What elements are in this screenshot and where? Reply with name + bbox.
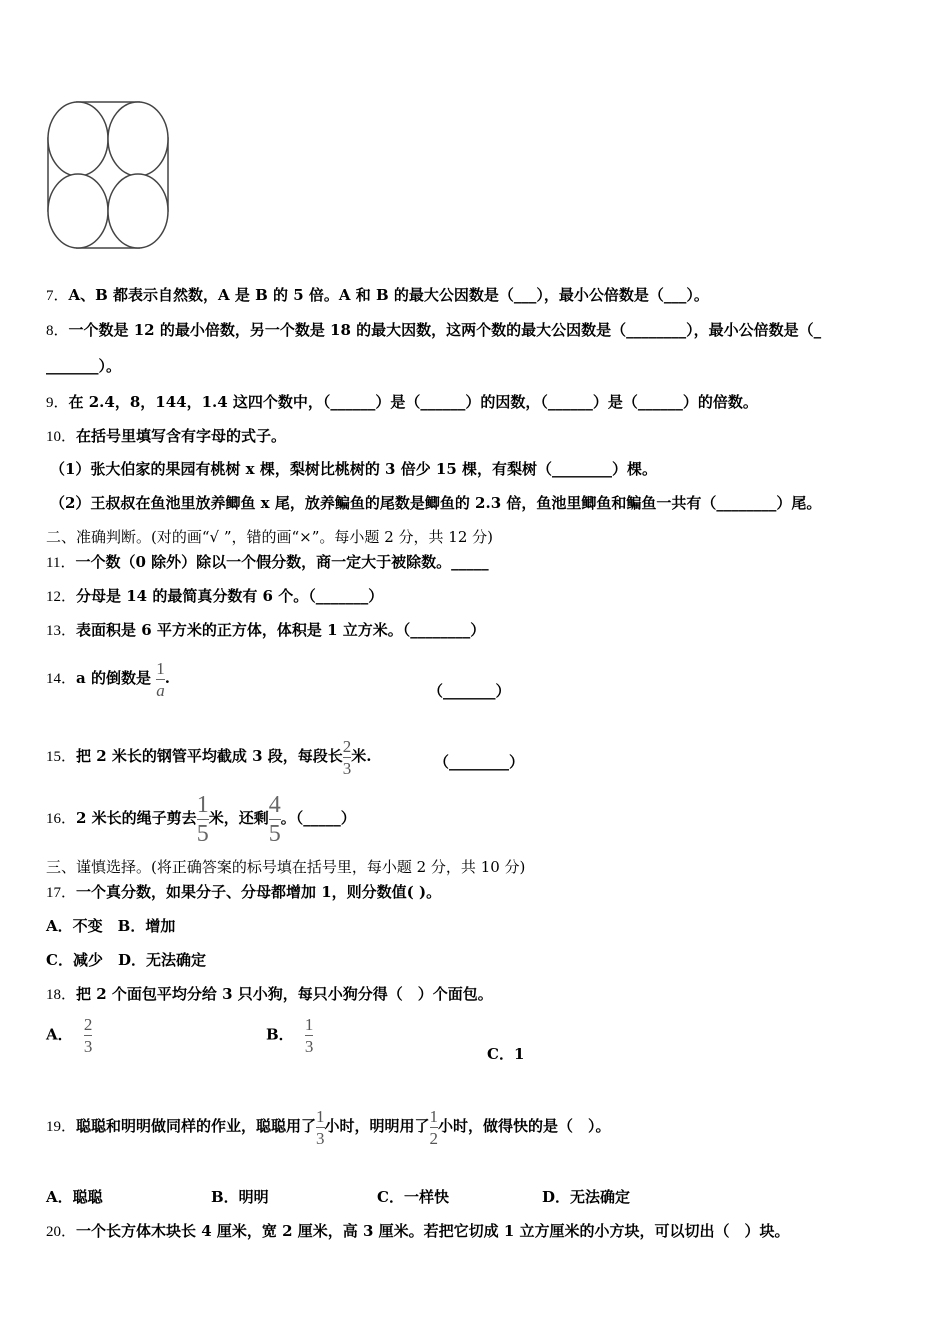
numerator: 4 xyxy=(268,791,281,818)
question-19-option-a xyxy=(46,1186,103,1207)
question-number: 19． xyxy=(46,1119,77,1135)
question-number: 9． xyxy=(46,395,69,411)
option-label: B． xyxy=(266,1025,294,1044)
numerator: 1 xyxy=(316,1106,325,1126)
fraction-1-5 xyxy=(197,793,209,846)
question-number: 17． xyxy=(46,885,77,901)
question-number: 20． xyxy=(46,1224,77,1240)
question-text: 一个数是 12 的最小倍数，另一个数是 18 的最大因数，这两个数的最大公因数是（________），最小公倍数是（_ xyxy=(68,321,822,339)
question-17-options-1 xyxy=(46,916,175,936)
section-3-heading xyxy=(46,857,525,877)
question-14 xyxy=(46,654,170,703)
numerator: 1 xyxy=(429,1106,439,1126)
option-label: C．1 xyxy=(487,1045,525,1063)
fraction-bar xyxy=(197,819,209,820)
section-2-heading xyxy=(46,527,493,547)
fraction-bar xyxy=(430,1127,439,1128)
denominator: 3 xyxy=(304,1037,314,1056)
option-text: C．减少 D．无法确定 xyxy=(46,951,206,969)
question-8 xyxy=(46,320,821,341)
question-10-sub-2 xyxy=(50,493,821,513)
question-number: 14． xyxy=(46,671,77,687)
question-10 xyxy=(46,426,286,447)
fraction-bar xyxy=(269,819,281,820)
option-label: C．一样快 xyxy=(377,1188,449,1206)
question-text: 把 2 个面包平均分给 3 只小狗，每只小狗分得（ ）个面包。 xyxy=(76,985,493,1003)
question-text: a 的倒数是 xyxy=(76,669,151,687)
denominator: a xyxy=(156,680,165,700)
section-heading-text: 三、谨慎选择。(将正确答案的标号填在括号里，每小题 2 分，共 10 分) xyxy=(46,858,526,876)
question-text: 在 2.4，8，144，1.4 这四个数中，（______）是（______）的因数，（______）是（______）的倍数。 xyxy=(68,393,758,411)
question-text: A、B 都表示自然数，A 是 B 的 5 倍。A 和 B 的最大公因数是（___），最小公倍数是（___）。 xyxy=(68,286,709,304)
question-text: 一个真分数，如果分子、分母都增加 1，则分数值( )。 xyxy=(76,883,442,901)
question-text: 一个数（0 除外）除以一个假分数，商一定大于被除数。_____ xyxy=(75,553,489,571)
question-number: 7． xyxy=(46,288,69,304)
question-text: 一个长方体木块长 4 厘米，宽 2 厘米，高 3 厘米。若把它切成 1 立方厘米的小方块，可以切出（ ）块。 xyxy=(76,1222,790,1240)
denominator: 3 xyxy=(342,758,352,778)
question-text: 表面积是 6 平方米的正方体，体积是 1 立方米。（________） xyxy=(76,621,486,639)
denominator: 2 xyxy=(429,1128,439,1148)
question-18-option-a xyxy=(46,1016,92,1055)
question-8-continued xyxy=(46,356,121,376)
question-9 xyxy=(46,392,758,413)
question-20 xyxy=(46,1221,790,1242)
question-text-mid: 小时，明明用了 xyxy=(324,1117,430,1135)
fraction-bar xyxy=(84,1035,93,1036)
fraction-bar xyxy=(316,1127,325,1128)
question-7 xyxy=(46,285,709,306)
question-17 xyxy=(46,882,441,903)
denominator: 5 xyxy=(196,820,209,847)
question-10-sub-1 xyxy=(50,459,657,479)
question-18-option-c xyxy=(487,1043,524,1064)
question-13 xyxy=(46,620,485,641)
question-16 xyxy=(46,788,356,849)
fraction-bar xyxy=(305,1035,314,1036)
question-19-option-d xyxy=(542,1186,630,1207)
question-number: 8． xyxy=(46,323,69,339)
option-label: A． xyxy=(46,1025,73,1044)
denominator: 3 xyxy=(316,1128,325,1148)
question-text: 2 米长的绳子剪去 xyxy=(76,809,197,827)
denominator: 5 xyxy=(268,820,281,847)
question-number: 10． xyxy=(46,429,77,445)
fraction-bar xyxy=(343,757,352,758)
numerator: 2 xyxy=(342,736,352,756)
section-heading-text: 二、准确判断。(对的画“√ ”，错的画“×”。每小题 2 分，共 12 分) xyxy=(46,528,493,546)
question-number: 15． xyxy=(46,749,77,765)
option-label: A．聪聪 xyxy=(46,1188,103,1206)
question-text-mid: 米，还剩 xyxy=(208,809,269,827)
question-text-end: . xyxy=(164,669,170,687)
numerator: 1 xyxy=(304,1015,314,1034)
answer-blank: （________） xyxy=(434,753,525,771)
question-15-blank xyxy=(434,751,524,772)
option-text: A．不变 B．增加 xyxy=(46,917,176,935)
question-17-options-2 xyxy=(46,950,206,970)
four-circles-figure xyxy=(46,100,170,254)
question-12 xyxy=(46,586,383,607)
numerator: 1 xyxy=(156,658,165,678)
question-number: 16． xyxy=(46,811,77,827)
sub-question-text: （2）王叔叔在鱼池里放养鲫鱼 x 尾，放养鳊鱼的尾数是鲫鱼的 2.3 倍，鱼池里鲫鱼和鳊鱼一共有（________）尾。 xyxy=(50,494,822,512)
question-text-end: 小时，做得快的是（ ）。 xyxy=(438,1117,611,1135)
question-18 xyxy=(46,984,493,1005)
question-11 xyxy=(46,552,489,573)
numerator: 2 xyxy=(83,1015,93,1034)
question-19 xyxy=(46,1100,611,1153)
fraction-1-over-a xyxy=(156,660,165,699)
denominator: 3 xyxy=(83,1037,93,1056)
sub-question-text: （1）张大伯家的果园有桃树 x 棵，梨树比桃树的 3 倍少 15 棵，有梨树（________）棵。 xyxy=(50,460,658,478)
question-number: 18． xyxy=(46,987,77,1003)
fraction-1-3 xyxy=(305,1016,314,1055)
fraction-2-3 xyxy=(343,738,352,777)
question-text: 在括号里填写含有字母的式子。 xyxy=(76,427,287,445)
option-label: B．明明 xyxy=(211,1188,269,1206)
question-text-end: 米. xyxy=(351,747,372,765)
option-label: D．无法确定 xyxy=(542,1188,631,1206)
question-18-option-b xyxy=(266,1016,313,1055)
answer-blank: （_______） xyxy=(428,682,511,700)
question-text: 把 2 米长的钢管平均截成 3 段，每段长 xyxy=(76,747,343,765)
question-number: 12． xyxy=(46,589,77,605)
question-text: 聪聪和明明做同样的作业，聪聪用了 xyxy=(76,1117,317,1135)
question-number: 11． xyxy=(46,555,76,571)
question-19-option-c xyxy=(377,1186,449,1207)
question-text: 分母是 14 的最简真分数有 6 个。（_______） xyxy=(76,587,384,605)
question-number: 13． xyxy=(46,623,77,639)
fraction-bar xyxy=(156,679,165,680)
question-19-option-b xyxy=(211,1186,269,1207)
question-15 xyxy=(46,728,372,785)
fraction-1-3 xyxy=(316,1108,325,1147)
question-text: _______）。 xyxy=(46,357,122,375)
fraction-1-2 xyxy=(430,1108,439,1147)
fraction-4-5 xyxy=(269,793,281,846)
question-14-blank xyxy=(428,680,511,701)
numerator: 1 xyxy=(196,791,209,818)
question-text-end: 。（_____） xyxy=(280,809,356,827)
fraction-2-3 xyxy=(84,1016,93,1055)
